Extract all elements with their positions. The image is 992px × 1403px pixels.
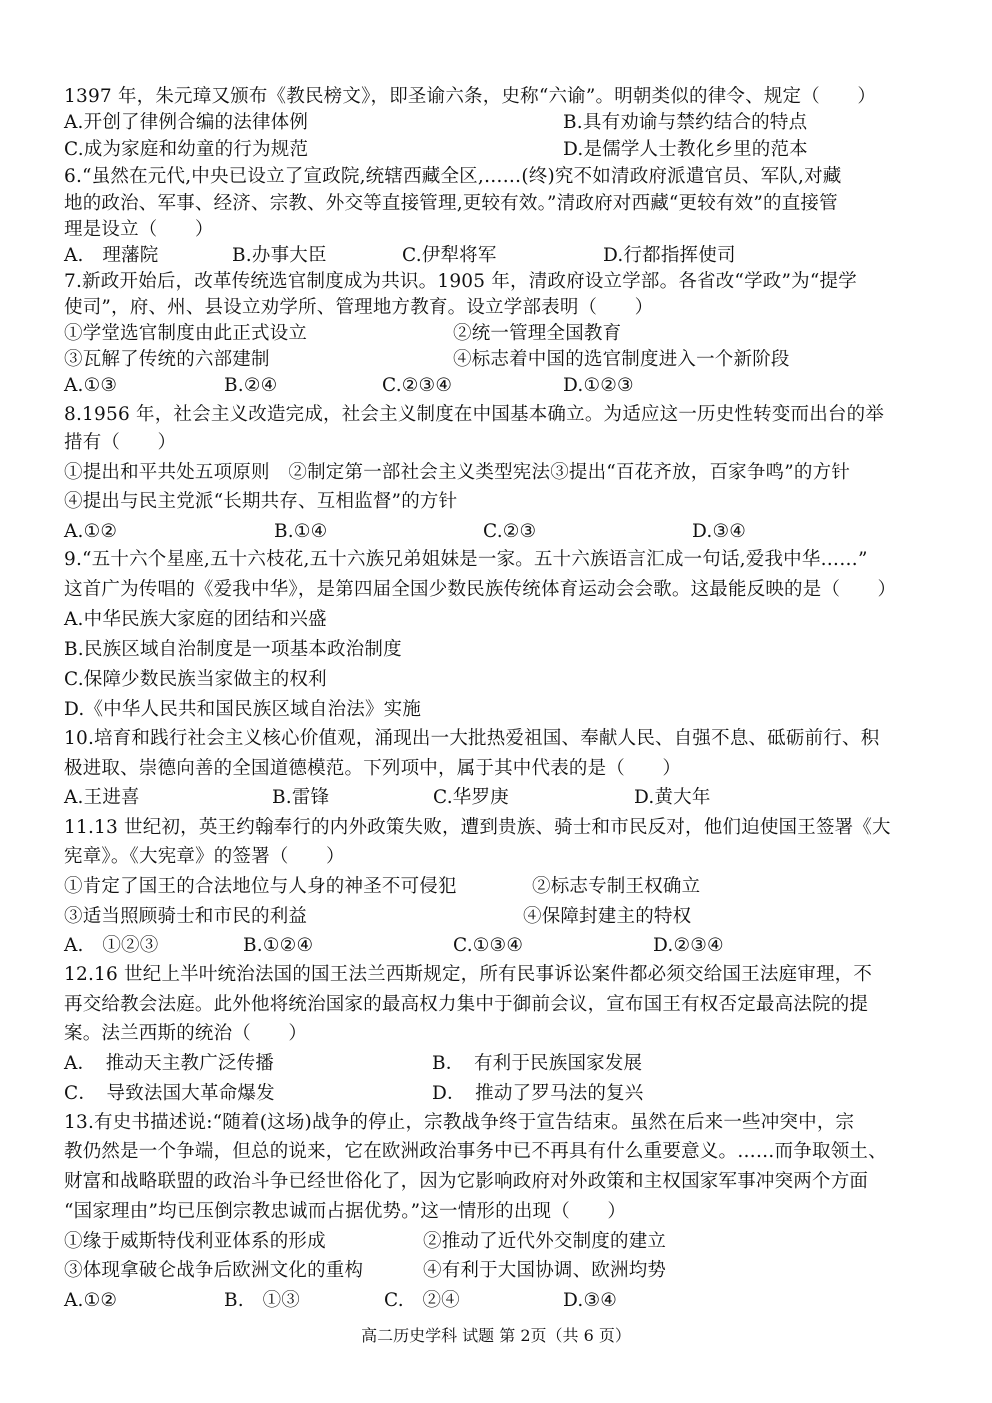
question-11-option-c: C.①③④ bbox=[453, 935, 524, 956]
question-7-item-3: ③瓦解了传统的六部建制 bbox=[64, 349, 270, 370]
question-9-stem-line: 这首广为传唱的《爱我中华》，是第四届全国少数民族传统体育运动会会歌。这最能反映的是（ ） bbox=[64, 579, 897, 600]
question-8-items-line-1: ①提出和平共处五项原则 ②制定第一部社会主义类型宪法③提出“百花齐放，百家争鸣”的方针 bbox=[64, 462, 851, 483]
question-8-option-b: B.①④ bbox=[274, 521, 328, 542]
question-8-option-c: C.②③ bbox=[483, 521, 537, 542]
question-5-option-c: C.成为家庭和幼童的行为规范 bbox=[64, 139, 309, 160]
question-10-option-b: B.雷锋 bbox=[272, 787, 330, 808]
question-8-option-a: A.①② bbox=[64, 521, 118, 542]
question-13-stem-line: 教仍然是一个争端，但总的说来，它在欧洲政治事务中已不再具有什么重要意义。……而争取领土、 bbox=[64, 1141, 887, 1162]
question-13-option-d: D.③④ bbox=[563, 1290, 618, 1311]
question-8-option-d: D.③④ bbox=[692, 521, 747, 542]
question-12-option-d: D． 推动了罗马法的复兴 bbox=[432, 1083, 644, 1104]
question-5-option-a: A.开创了律例合编的法律体例 bbox=[64, 112, 309, 133]
question-10-option-c: C.华罗庚 bbox=[433, 787, 509, 808]
question-6-stem-line: 理是设立（ ） bbox=[64, 219, 214, 240]
question-9-option-d: D.《中华人民共和国民族区域自治法》实施 bbox=[64, 699, 422, 720]
question-5-option-d: D.是儒学人士教化乡里的范本 bbox=[563, 139, 808, 160]
question-8-stem-line: 8.1956 年，社会主义改造完成，社会主义制度在中国基本确立。为适应这一历史性转变而出台的举 bbox=[64, 404, 885, 425]
question-7-item-4: ④标志着中国的选官制度进入一个新阶段 bbox=[453, 349, 790, 370]
question-10-option-a: A.王进喜 bbox=[64, 787, 140, 808]
question-11-item-3: ③适当照顾骑士和市民的利益 bbox=[64, 906, 308, 927]
question-12-option-c: C． 导致法国大革命爆发 bbox=[64, 1083, 275, 1104]
question-13-item-1: ①缘于威斯特伐利亚体系的形成 bbox=[64, 1231, 326, 1252]
question-13-option-a: A.①② bbox=[64, 1290, 118, 1311]
question-13-item-3: ③体现拿破仑战争后欧洲文化的重构 bbox=[64, 1260, 364, 1281]
question-11-stem-line: 11.13 世纪初，英王约翰奉行的内外政策失败，遭到贵族、骑士和市民反对，他们迫使国王签署《大 bbox=[64, 817, 891, 838]
question-11-option-a: A. ①②③ bbox=[64, 935, 159, 956]
question-6-option-a: A. 理藩院 bbox=[64, 245, 159, 266]
question-6-option-b: B.办事大臣 bbox=[232, 245, 327, 266]
question-10-stem-line: 极进取、崇德向善的全国道德模范。下列项中，属于其中代表的是（ ） bbox=[64, 758, 682, 779]
question-7-item-2: ②统一管理全国教育 bbox=[453, 323, 622, 344]
question-7-item-1: ①学堂选官制度由此正式设立 bbox=[64, 323, 308, 344]
question-5-option-b: B.具有劝谕与禁约结合的特点 bbox=[563, 112, 808, 133]
question-6-option-d: D.行都指挥使司 bbox=[603, 245, 736, 266]
question-8-items-line-2: ④提出与民主党派“长期共存、互相监督”的方针 bbox=[64, 491, 458, 512]
question-8-stem-line: 措有（ ） bbox=[64, 432, 177, 453]
question-12-stem-line: 再交给教会法庭。此外他将统治国家的最高权力集中于御前会议，宣布国王有权否定最高法院的提 bbox=[64, 994, 869, 1015]
question-7-option-d: D.①②③ bbox=[563, 375, 634, 396]
question-13-stem-line: “国家理由”均已压倒宗教忠诚而占据优势。”这一情形的出现（ ） bbox=[64, 1201, 627, 1222]
question-13-stem-line: 财富和战略联盟的政治斗争已经世俗化了，因为它影响政府对外政策和主权国家军事冲突两个方面 bbox=[64, 1171, 869, 1192]
question-6-stem-line: 地的政治、军事、经济、宗教、外交等直接管理,更较有效。”清政府对西藏“更较有效”的直接管 bbox=[64, 193, 838, 214]
question-11-stem-line: 宪章》。《大宪章》的签署（ ） bbox=[64, 846, 345, 867]
question-12-stem-line: 案。法兰西斯的统治（ ） bbox=[64, 1023, 308, 1044]
question-7-stem-line: 使司”，府、州、县设立劝学所、管理地方教育。设立学部表明（ ） bbox=[64, 297, 654, 318]
question-10-option-d: D.黄大年 bbox=[634, 787, 711, 808]
question-12-option-b: B． 有利于民族国家发展 bbox=[432, 1053, 643, 1074]
question-9-option-a: A.中华民族大家庭的团结和兴盛 bbox=[64, 609, 327, 630]
question-6-option-c: C.伊犁将军 bbox=[402, 245, 497, 266]
question-5-stem: 1397 年，朱元璋又颁布《教民榜文》，即圣谕六条，史称“六谕”。明朝类似的律令、规定（ ） bbox=[64, 86, 877, 107]
question-7-stem-line: 7.新政开始后，改革传统选官制度成为共识。1905 年，清政府设立学部。各省改“学政”为“提学 bbox=[64, 271, 857, 292]
question-13-option-c: C. ②④ bbox=[384, 1290, 460, 1311]
question-11-option-b: B.①②④ bbox=[243, 935, 314, 956]
page-footer: 高二历史学科 试题 第 2页（共 6 页） bbox=[361, 1326, 631, 1345]
question-13-item-2: ②推动了近代外交制度的建立 bbox=[423, 1231, 667, 1252]
question-12-stem-line: 12.16 世纪上半叶统治法国的国王法兰西斯规定，所有民事诉讼案件都必须交给国王法庭审理，不 bbox=[64, 964, 873, 985]
question-11-item-1: ①肯定了国王的合法地位与人身的神圣不可侵犯 bbox=[64, 876, 457, 897]
question-11-option-d: D.②③④ bbox=[653, 935, 724, 956]
question-6-stem-line: 6.“虽然在元代,中央已设立了宣政院,统辖西藏全区,……(终)究不如清政府派遣官员、军队,对藏 bbox=[64, 166, 842, 187]
question-11-item-2: ②标志专制王权确立 bbox=[532, 876, 701, 897]
question-7-option-b: B.②④ bbox=[224, 375, 278, 396]
question-9-stem-line: 9.“五十六个星座,五十六枝花,五十六族兄弟姐妹是一家。五十六族语言汇成一句话,爱我中华……” bbox=[64, 549, 868, 570]
question-10-stem-line: 10.培育和践行社会主义核心价值观，涌现出一大批热爱祖国、奉献人民、自强不息、砥砺前行、积 bbox=[64, 728, 880, 749]
question-13-option-b: B. ①③ bbox=[224, 1290, 300, 1311]
question-9-option-c: C.保障少数民族当家做主的权利 bbox=[64, 669, 327, 690]
question-7-option-c: C.②③④ bbox=[382, 375, 453, 396]
question-9-option-b: B.民族区域自治制度是一项基本政治制度 bbox=[64, 639, 402, 660]
question-11-item-4: ④保障封建主的特权 bbox=[523, 906, 692, 927]
question-12-option-a: A． 推动天主教广泛传播 bbox=[64, 1053, 275, 1074]
question-13-item-4: ④有利于大国协调、欧洲均势 bbox=[423, 1260, 667, 1281]
question-13-stem-line: 13.有史书描述说:“随着(这场)战争的停止，宗教战争终于宣告结束。虽然在后来一些冲突中，宗 bbox=[64, 1112, 855, 1133]
question-7-option-a: A.①③ bbox=[64, 375, 118, 396]
